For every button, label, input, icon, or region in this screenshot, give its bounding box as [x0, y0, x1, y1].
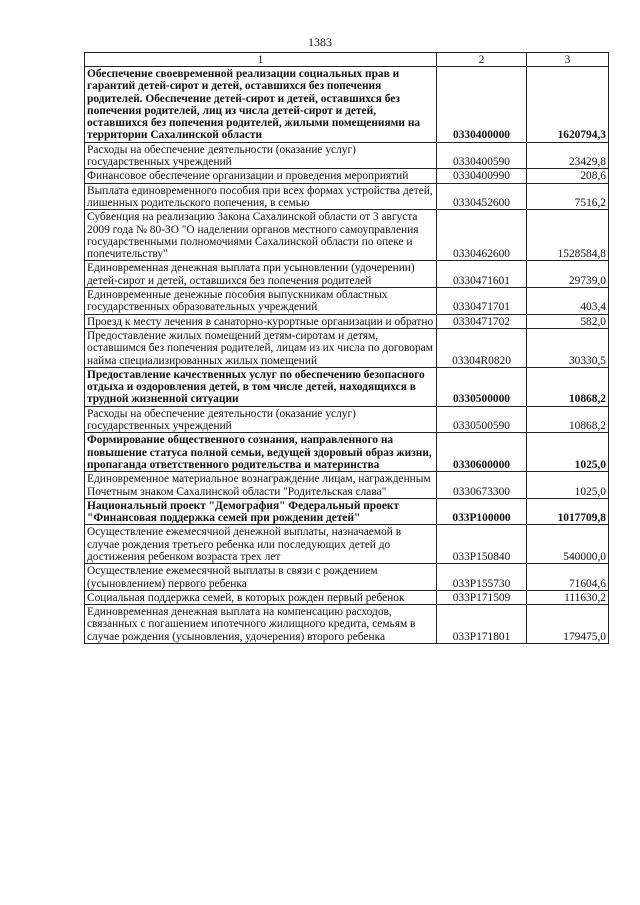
- table-row: [85, 498, 609, 525]
- table-row: [85, 605, 609, 644]
- table-row: [85, 142, 609, 169]
- row-code-cell: 033P155730: [437, 564, 527, 591]
- row-name-cell: Национальный проект "Демография" Федеральный проект "Финансовая поддержка семей при рождении детей": [85, 498, 437, 525]
- row-amount-cell: 1017709,8: [527, 498, 609, 525]
- budget-table: [84, 52, 609, 644]
- row-code-cell: 0330462600: [437, 210, 527, 261]
- row-code-cell: 033P171801: [437, 605, 527, 644]
- row-amount-cell: 1620794,3: [527, 67, 609, 143]
- table-row: [85, 169, 609, 183]
- row-code-cell: 0330400590: [437, 142, 527, 169]
- row-name-cell: Единовременная денежная выплата при усыновлении (удочерении) детей-сирот и детей, оставшихся без попечения родителей: [85, 261, 437, 288]
- row-code-cell: 0330500000: [437, 367, 527, 406]
- row-amount-cell: 1528584,8: [527, 210, 609, 261]
- row-amount-cell: 111630,2: [527, 590, 609, 604]
- row-name-cell: Единовременное материальное вознаграждение лицам, награжденным Почетным знаком Сахалинской области "Родительская слава": [85, 472, 437, 499]
- row-name-cell: Расходы на обеспечение деятельности (оказание услуг) государственных учреждений: [85, 142, 437, 169]
- row-code-cell: 0330471702: [437, 314, 527, 328]
- table-row: [85, 590, 609, 604]
- table-row: [85, 210, 609, 261]
- row-code-cell: 03304R0820: [437, 328, 527, 367]
- row-amount-cell: 71604,6: [527, 564, 609, 591]
- row-code-cell: 0330500590: [437, 406, 527, 433]
- row-name-cell: Формирование общественного сознания, направленного на повышение статуса полной семьи, ведущей здоровый образ жизни, пропаганда ответственного родительства и материнства: [85, 433, 437, 472]
- column-header-1: 1: [85, 53, 437, 67]
- row-code-cell: 0330600000: [437, 433, 527, 472]
- table-row: [85, 525, 609, 564]
- column-header-3: 3: [527, 53, 609, 67]
- row-amount-cell: 403,4: [527, 288, 609, 315]
- table-row: [85, 328, 609, 367]
- table-row: [85, 406, 609, 433]
- row-name-cell: Проезд к месту лечения в санаторно-курортные организации и обратно: [85, 314, 437, 328]
- row-amount-cell: 23429,8: [527, 142, 609, 169]
- row-amount-cell: 10868,2: [527, 367, 609, 406]
- row-name-cell: Единовременные денежные пособия выпускникам областных государственных образовательных учреждений: [85, 288, 437, 315]
- row-name-cell: Социальная поддержка семей, в которых рожден первый ребенок: [85, 590, 437, 604]
- row-amount-cell: 1025,0: [527, 433, 609, 472]
- row-name-cell: Осуществление ежемесячной выплаты в связи с рождением (усыновлением) первого ребенка: [85, 564, 437, 591]
- row-code-cell: 0330400990: [437, 169, 527, 183]
- row-name-cell: Финансовое обеспечение организации и проведения мероприятий: [85, 169, 437, 183]
- row-code-cell: 0330673300: [437, 472, 527, 499]
- row-code-cell: 0330471701: [437, 288, 527, 315]
- page-number: 1383: [308, 35, 332, 49]
- table-row: [85, 314, 609, 328]
- row-name-cell: Обеспечение своевременной реализации социальных прав и гарантий детей-сирот и детей, оставшихся без попечения родителей. Обеспечение детей-сирот и детей, оставшихся без попечения родителей, лиц из числа детей-сирот и детей, оставшихся без попечения родителей, жилыми помещениями на территории Сахалинской области: [85, 67, 437, 143]
- row-amount-cell: 179475,0: [527, 605, 609, 644]
- row-amount-cell: 582,0: [527, 314, 609, 328]
- table-row: [85, 288, 609, 315]
- row-name-cell: Осуществление ежемесячной денежной выплаты, назначаемой в случае рождения третьего ребенка или последующих детей до достижения ребенком возраста трех лет: [85, 525, 437, 564]
- row-amount-cell: 29739,0: [527, 261, 609, 288]
- table-row: [85, 472, 609, 499]
- table-row: [85, 367, 609, 406]
- row-name-cell: Субвенция на реализацию Закона Сахалинской области от 3 августа 2009 года № 80-ЗО "О наделении органов местного самоуправления государственными полномочиями Сахалинской области по опеке и попечительству": [85, 210, 437, 261]
- table-row: [85, 261, 609, 288]
- row-amount-cell: 10868,2: [527, 406, 609, 433]
- row-name-cell: Предоставление жилых помещений детям-сиротам и детям, оставшимся без попечения родителей, лицам из их числа по договорам найма специализированных жилых помещений: [85, 328, 437, 367]
- row-code-cell: 0330452600: [437, 183, 527, 210]
- table-header-row: [85, 53, 609, 67]
- table-row: [85, 183, 609, 210]
- row-code-cell: 033P100000: [437, 498, 527, 525]
- row-amount-cell: 1025,0: [527, 472, 609, 499]
- row-code-cell: 0330471601: [437, 261, 527, 288]
- row-amount-cell: 208,6: [527, 169, 609, 183]
- row-name-cell: Единовременная денежная выплата на компенсацию расходов, связанных с погашением ипотечного жилищного кредита, семьям в случае рождения (усыновления, удочерения) второго ребенка: [85, 605, 437, 644]
- row-code-cell: 033P150840: [437, 525, 527, 564]
- table-row: [85, 433, 609, 472]
- row-code-cell: 0330400000: [437, 67, 527, 143]
- column-header-2: 2: [437, 53, 527, 67]
- table-row: [85, 564, 609, 591]
- row-name-cell: Расходы на обеспечение деятельности (оказание услуг) государственных учреждений: [85, 406, 437, 433]
- row-amount-cell: 540000,0: [527, 525, 609, 564]
- row-name-cell: Предоставление качественных услуг по обеспечению безопасного отдыха и оздоровления детей, в том числе детей, находящихся в трудной жизненной ситуации: [85, 367, 437, 406]
- row-amount-cell: 7516,2: [527, 183, 609, 210]
- row-code-cell: 033P171509: [437, 590, 527, 604]
- table-row: [85, 67, 609, 143]
- row-amount-cell: 30330,5: [527, 328, 609, 367]
- row-name-cell: Выплата единовременного пособия при всех формах устройства детей, лишенных родительского попечения, в семью: [85, 183, 437, 210]
